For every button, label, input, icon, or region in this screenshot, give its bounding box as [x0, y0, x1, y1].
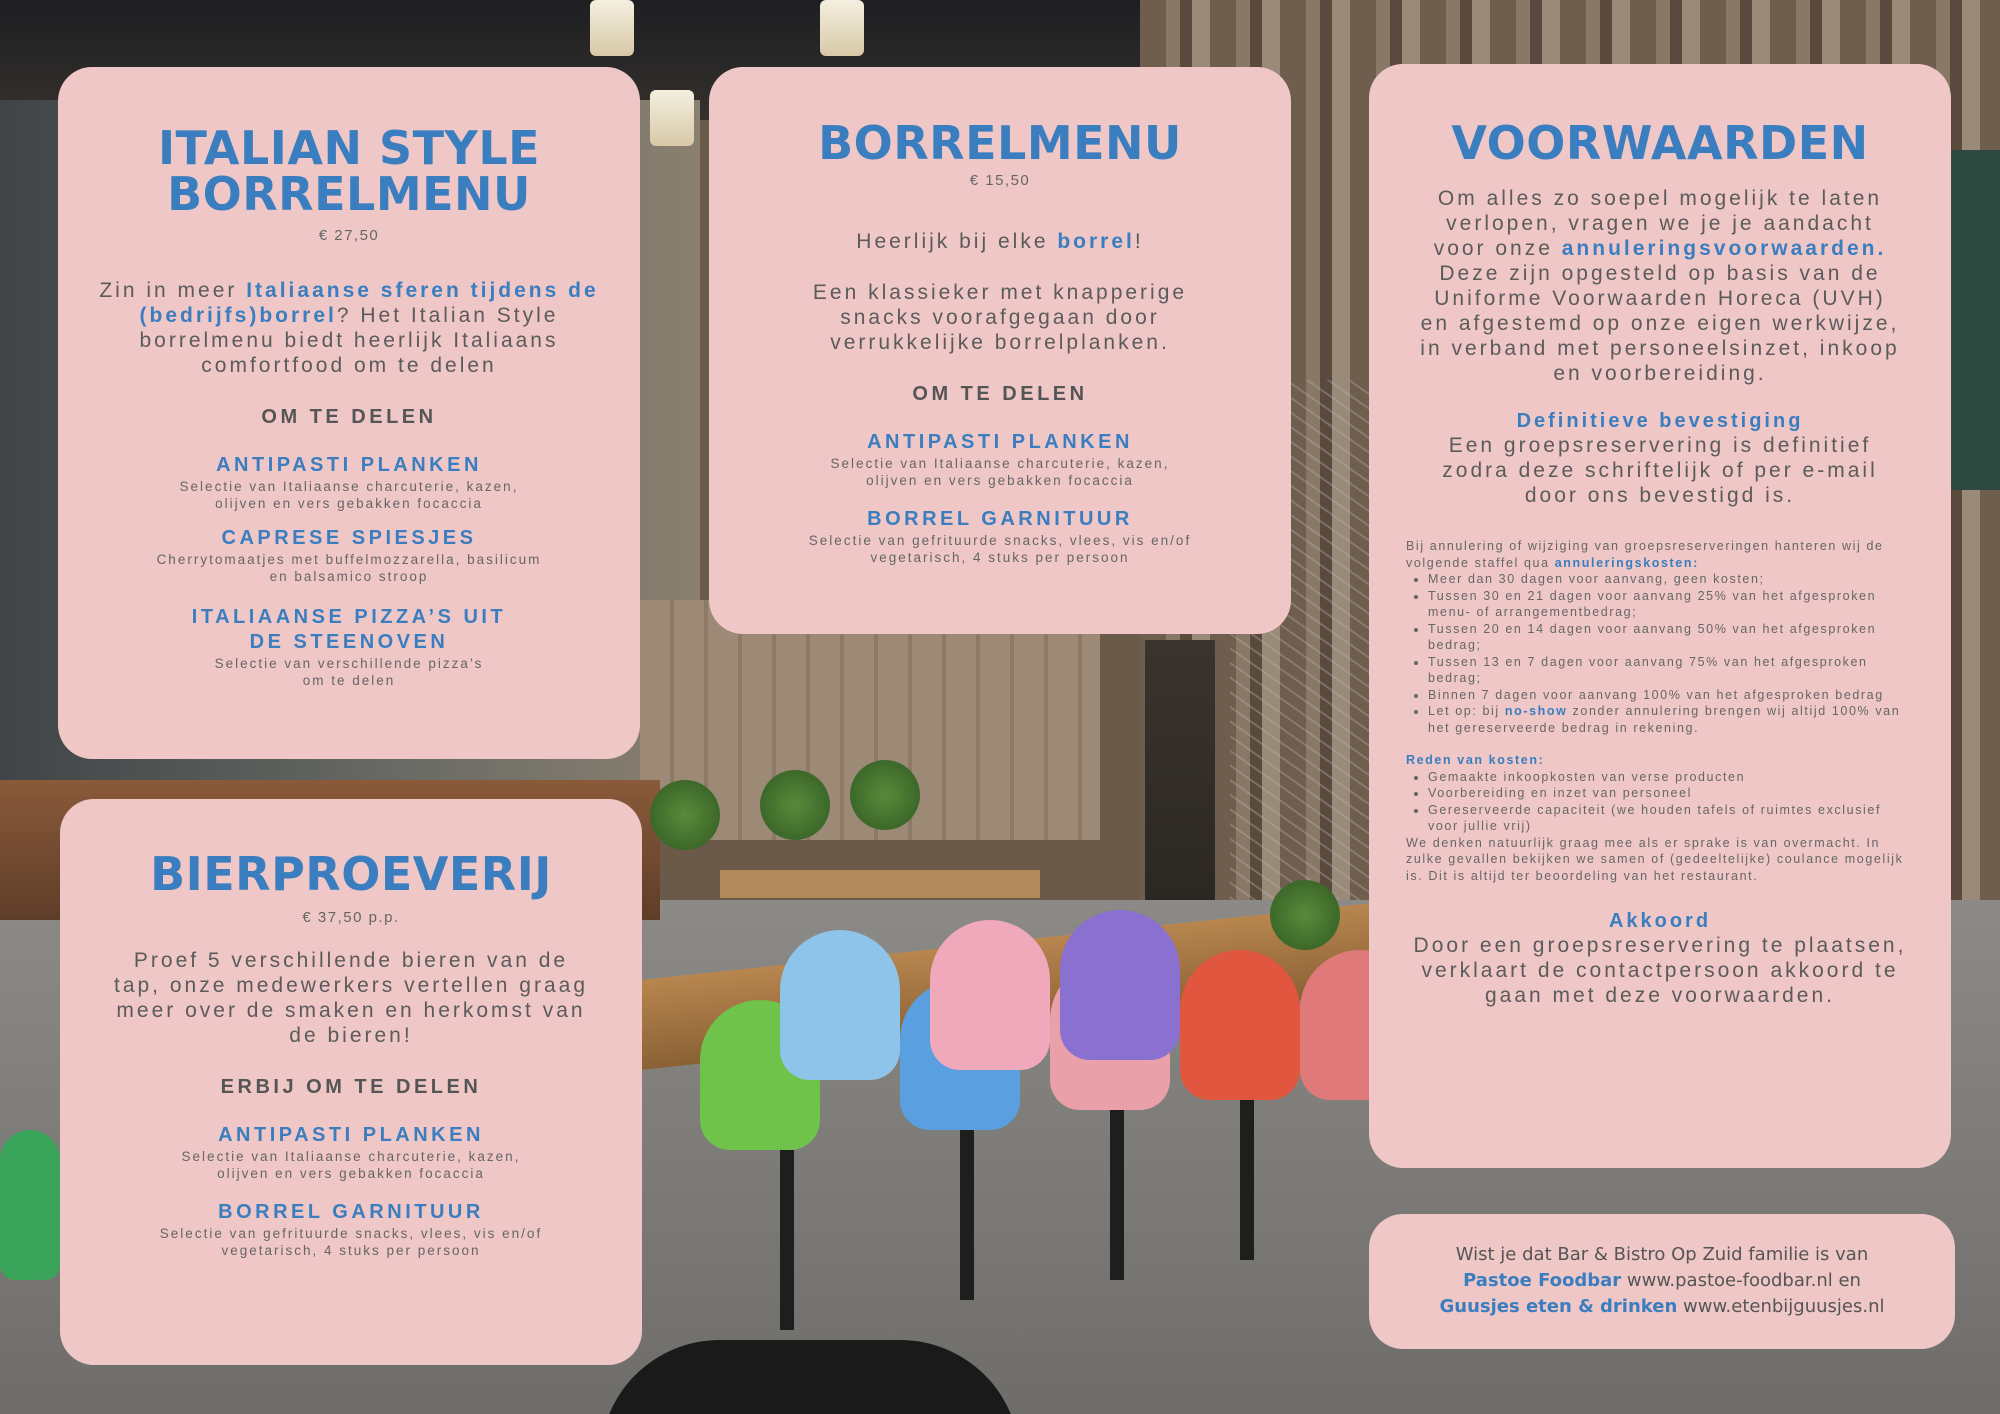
item-desc-line1: Selectie van Italiaanse charcuterie, kazen, [830, 456, 1170, 471]
list-item: • Tussen 20 en 14 dagen voor aanvang 50% van het afgesproken bedrag; [1428, 621, 1911, 654]
bier-intro: Proef 5 verschillende bieren van de tap, onze medewerkers vertellen graag meer over de smaken en herkomst van de bieren! [113, 949, 589, 1047]
borrelmenu-card [709, 67, 1291, 634]
item-desc-line2: olijven en vers gebakken focaccia [866, 473, 1134, 488]
list-item: • Gereserveerde capaciteit (we houden tafels of ruimtes exclusief voor jullie vrij) [1428, 802, 1911, 835]
akkoord-title: Akkoord [1608, 910, 1712, 932]
item-desc-line1: Selectie van gefrituurde snacks, vlees, vis en/of [159, 1226, 543, 1241]
borrel-tagline [709, 229, 1291, 254]
noshow-text: Let op: bij [1428, 704, 1505, 718]
family-info-text [1369, 1242, 1955, 1320]
family-info-line3 [1369, 1294, 1955, 1320]
italian-title [58, 121, 640, 221]
list-item: • Voorbereiding en inzet van personeel [1428, 785, 1911, 802]
list-item: • Tussen 30 en 21 dagen voor aanvang 25% van het afgesproken menu- of arrangementbedrag; [1428, 588, 1911, 621]
family-info-line2 [1369, 1268, 1955, 1294]
italian-price: € 27,50 [318, 227, 380, 244]
voorwaarden-card [1369, 64, 1951, 1168]
voorwaarden-intro [1419, 186, 1901, 386]
item-title-line1: ITALIAANSE PIZZA’S UIT [191, 606, 507, 628]
item-desc-line2: vegetarisch, 4 stuks per persoon [870, 550, 1130, 565]
borrel-tagline-highlight: borrel [1057, 230, 1135, 253]
italian-intro-text: Zin in meer [99, 279, 247, 302]
italian-menu-item [58, 453, 640, 512]
reasons-title: Reden van kosten: [1406, 753, 1545, 767]
item-desc-line1: Selectie van gefrituurde snacks, vlees, vis en/of [808, 533, 1192, 548]
item-desc-line2: om te delen [302, 673, 396, 688]
borrel-menu-item [709, 507, 1291, 566]
bier-price: € 37,50 p.p. [302, 909, 400, 926]
item-title: CAPRESE SPIESJES [221, 527, 477, 549]
akkoord-text: Door een groepsreservering te plaatsen, verklaart de contactpersoon akkoord te gaan met deze voorwaarden. [1413, 934, 1907, 1007]
family-info-line1: Wist je dat Bar & Bistro Op Zuid familie is van [1455, 1244, 1869, 1265]
guusjes-url: www.etenbijguusjes.nl [1677, 1296, 1885, 1317]
italian-title-line2: BORRELMENU [167, 167, 531, 221]
borrel-title: BORRELMENU [818, 116, 1182, 170]
borrel-intro: Een klassieker met knapperige snacks voorafgegaan door verrukkelijke borrelplanken. [812, 281, 1188, 354]
item-desc-line1: Selectie van verschillende pizza’s [214, 656, 484, 671]
borrel-section-heading: OM TE DELEN [912, 383, 1088, 405]
bierproeverij-card [60, 799, 642, 1365]
pastoe-brand: Pastoe Foodbar [1463, 1270, 1622, 1291]
guusjes-brand: Guusjes eten & drinken [1439, 1296, 1678, 1317]
italian-menu-item [58, 526, 640, 585]
voorwaarden-title: VOORWAARDEN [1451, 116, 1869, 170]
italian-intro [98, 278, 600, 378]
family-info-card [1369, 1214, 1955, 1349]
item-desc-line1: Selectie van Italiaanse charcuterie, kazen, [179, 479, 519, 494]
italian-section-heading: OM TE DELEN [261, 406, 437, 428]
list-item: • Binnen 7 dagen voor aanvang 100% van het afgesproken bedrag [1428, 687, 1911, 704]
item-title: ANTIPASTI PLANKEN [867, 431, 1133, 453]
item-desc-line2: olijven en vers gebakken focaccia [217, 1166, 485, 1181]
borrel-tagline-end: ! [1134, 230, 1144, 253]
item-desc-line2: olijven en vers gebakken focaccia [215, 496, 483, 511]
italian-borrelmenu-card [58, 67, 640, 759]
borrel-price: € 15,50 [969, 172, 1031, 189]
cancellation-intro-highlight: annuleringskosten: [1554, 555, 1699, 570]
bier-menu-item [60, 1200, 642, 1259]
borrel-menu-item [709, 430, 1291, 489]
cancellation-list [1428, 571, 1911, 736]
item-title: BORREL GARNITUUR [867, 508, 1133, 530]
overmacht-text: We denken natuurlijk graag mee als er sprake is van overmacht. In zulke gevallen bekijken we samen of (gedeeltelijke) coulance mogelijk is. Dit is altijd ter beoordeling van het restaurant. [1406, 835, 1904, 883]
voorwaarden-intro-text: Om alles zo soepel mogelijk te laten verlopen, vragen we je je aandacht voor onze [1433, 187, 1883, 260]
cancellation-intro [1406, 538, 1911, 571]
item-title-line2: DE STEENOVEN [249, 631, 449, 653]
list-item: • Gemaakte inkoopkosten van verse producten [1428, 769, 1911, 786]
item-desc-line2: en balsamico stroop [269, 569, 429, 584]
bier-title: BIERPROEVERIJ [150, 847, 552, 901]
list-item: • Meer dan 30 dagen voor aanvang, geen kosten; [1428, 571, 1911, 588]
list-item-noshow [1428, 703, 1911, 736]
italian-title-line1: ITALIAN STYLE [157, 121, 541, 175]
confirm-title: Definitieve bevestiging [1516, 410, 1804, 432]
item-title: BORREL GARNITUUR [218, 1201, 484, 1223]
list-item: • Tussen 13 en 7 dagen voor aanvang 75% van het afgesproken bedrag; [1428, 654, 1911, 687]
italian-intro-text-end: ? Het Italian Style borrelmenu biedt heerlijk Italiaans comfortfood om te delen [139, 304, 559, 377]
item-desc-line1: Cherrytomaatjes met buffelmozzarella, basilicum [156, 552, 542, 567]
confirm-text: Een groepsreservering is definitief zodra deze schriftelijk of per e-mail door ons bevestigd is. [1442, 434, 1878, 507]
item-desc-line2: vegetarisch, 4 stuks per persoon [221, 1243, 481, 1258]
item-desc-line1: Selectie van Italiaanse charcuterie, kazen, [181, 1149, 521, 1164]
borrel-tagline-text: Heerlijk bij elke [856, 230, 1058, 253]
voorwaarden-intro-text-end: Deze zijn opgesteld op basis van de Uniforme Voorwaarden Horeca (UVH) en afgestemd op onze eigen werkwijze, in verband met personeelsinzet, inkoop en voorbereiding. [1420, 262, 1900, 385]
pastoe-url: www.pastoe-foodbar.nl en [1621, 1270, 1861, 1291]
cancellation-terms [1406, 538, 1911, 884]
noshow-text-end: zonder annulering brengen wij altijd 100% van het gereserveerde bedrag in rekening. [1428, 704, 1901, 735]
cancellation-intro-text: Bij annulering of wijziging van groepsreserveringen hanteren wij de volgende staffel qua [1406, 539, 1884, 570]
italian-menu-item [58, 605, 640, 689]
item-title: ANTIPASTI PLANKEN [216, 454, 482, 476]
noshow-highlight: no-show [1504, 704, 1568, 718]
italian-intro-highlight: Italiaanse sferen tijdens de (bedrijfs)borrel [139, 279, 599, 327]
bier-section-heading: ERBIJ OM TE DELEN [220, 1076, 482, 1098]
voorwaarden-intro-highlight: annuleringsvoorwaarden. [1561, 237, 1887, 260]
reasons-list [1428, 769, 1911, 835]
item-title: ANTIPASTI PLANKEN [218, 1124, 484, 1146]
bier-menu-item [60, 1123, 642, 1182]
